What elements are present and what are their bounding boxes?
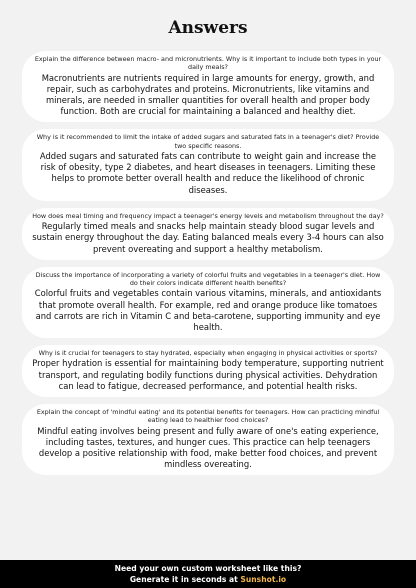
question-text: Why is it recommended to limit the intake of added sugars and saturated fats in a teenager's diet? Provide two specific reasons.	[36, 133, 380, 150]
footer-line-2-prefix: Generate it in seconds at	[129, 575, 241, 584]
page-title: Answers	[168, 18, 248, 38]
answer-text: Regularly timed meals and snacks help maintain steady blood sugar levels and sustain energy throughout the day. Eating balanced meals every 3-4 hours can also prevent overeating and support a healthy metabolism.	[32, 221, 384, 254]
answers-list	[22, 51, 394, 482]
answer-card-2	[22, 129, 394, 200]
footer-link[interactable]: Sunshot.io	[240, 575, 287, 584]
question-text: Explain the difference between macro- and micronutrients. Why is it important to include both types in your daily meals?	[34, 55, 382, 72]
question-text: Why is it crucial for teenagers to stay hydrated, especially when engaging in physical activities or sports?	[38, 349, 378, 358]
promo-footer	[0, 560, 416, 588]
footer-line-2	[0, 574, 416, 585]
question-text: Discuss the importance of incorporating a variety of colorful fruits and vegetables in a teenager's diet. How do their colors indicate different health benefits?	[35, 270, 381, 288]
answer-card-1	[22, 51, 394, 122]
answer-text: Proper hydration is essential for maintaining body temperature, supporting nutrient transport, and regulating bodily functions during physical activities. Dehydration can lead to fatigue, decreased performance, and potential health risks.	[32, 358, 384, 391]
answer-card-4	[22, 267, 394, 338]
question-text: How does meal timing and frequency impact a teenager's energy levels and metabolism throughout the day?	[32, 211, 384, 220]
answer-text: Added sugars and saturated fats can contribute to weight gain and increase the risk of obesity, type 2 diabetes, and heart diseases in teenagers. Limiting these helps to promote better overall health and reduce the likelihood of chronic diseases.	[39, 151, 377, 195]
question-text: Explain the concept of 'mindful eating' and its potential benefits for teenagers. How can practicing mindful eating lead to healthier food choices?	[36, 408, 380, 425]
answer-card-6	[22, 404, 394, 475]
answer-text: Mindful eating involves being present and fully aware of one's eating experience, including tastes, textures, and hunger cues. This practice can help teenagers develop a positive relationship with food, make better food choices, and prevent mindless overeating.	[37, 425, 379, 470]
answer-text: Macronutrients are nutrients required in large amounts for energy, growth, and repair, such as carbohydrates and proteins. Micronutrients, like vitamins and minerals, are needed in smaller quantities for overall health and proper body function. Both are crucial for maintaining a balanced and healthy diet.	[41, 72, 375, 117]
answer-card-5	[22, 345, 394, 397]
answer-text: Colorful fruits and vegetables contain various vitamins, minerals, and antioxidants that promote overall health. For example, red and orange produce like tomatoes and carrots are rich in Vitamin C and beta-carotene, supporting immunity and eye health.	[34, 288, 382, 332]
answer-card-3	[22, 208, 394, 260]
footer-line-1: Need your own custom worksheet like this?	[114, 564, 302, 573]
